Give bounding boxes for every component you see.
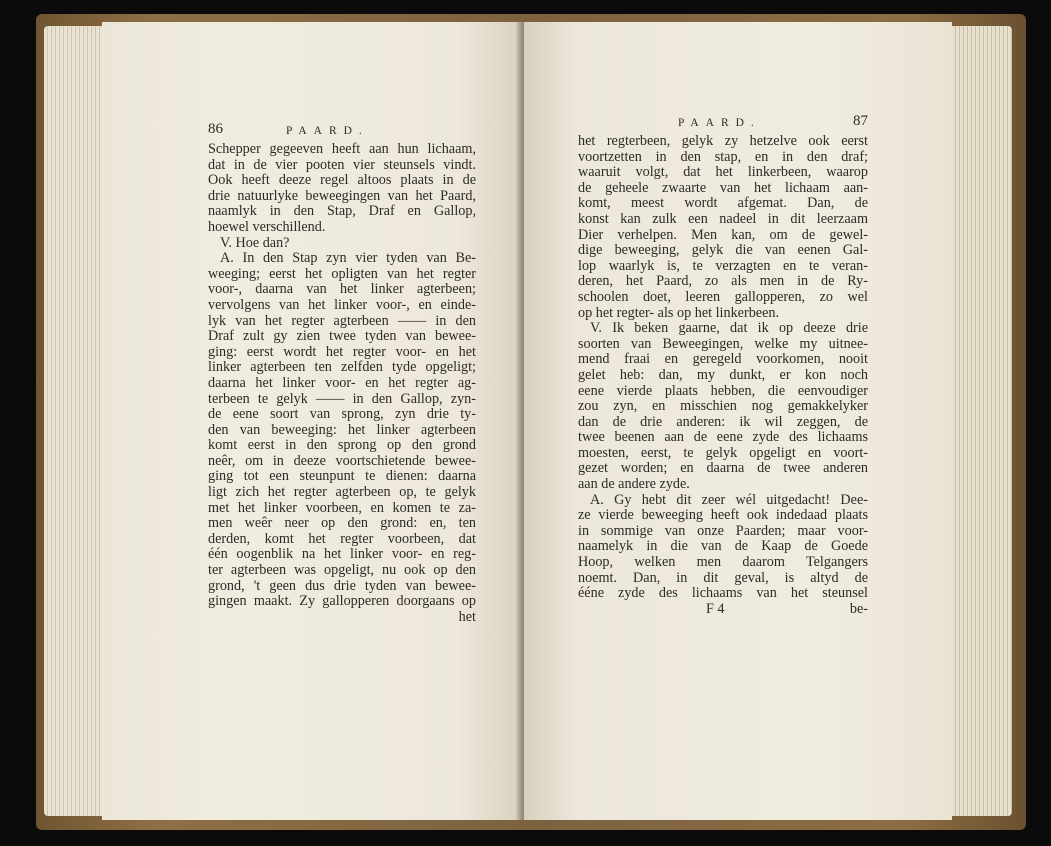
text-line: het regterbeen, gelyk zy hetzelve ook eerst (578, 133, 868, 149)
text-line: met het linker voorbeen, en komen te za- (208, 499, 476, 516)
text-line: eene vierde plaats hebben, die eenvoudiger (578, 382, 868, 399)
text-line: konst kan zulk een nadeel in dit leerzaam (578, 210, 868, 227)
left-page-text (208, 122, 476, 628)
text-line: V. Ik beken gaarne, dat ik op deeze drie (590, 320, 868, 337)
text-line: ging: eerst wordt het regter voor- en het (208, 343, 476, 360)
text-line: ging tot een steunpunt te dienen: daarna (208, 468, 476, 485)
text-line: Draf zult gy zien twee tyden van bewee- (208, 328, 476, 345)
text-line: de geheele zwaarte van het lichaam aan- (578, 179, 868, 196)
running-title: PAARD. (678, 117, 761, 129)
text-line: ééne zyde des lichaams van het steunsel (578, 585, 868, 602)
text-line: linker agterbeen ten zelfden tyde opgeligt; (208, 359, 476, 376)
left-page-edges (44, 26, 106, 816)
text-line: ze vierde beweeging heeft ook indedaad plaats (578, 507, 868, 524)
text-line: derden, komt het regter voorbeen, dat (208, 530, 476, 547)
text-line: gezet worden; en daarna de twee anderen (578, 460, 868, 477)
text-line: de eene soort van sprong, zyn drie ty- (208, 406, 476, 423)
text-line: Schepper gegeeven heeft aan hun lichaam, (208, 141, 476, 157)
text-line: mend fraai en geregeld voorkomen, nooit (578, 351, 868, 368)
text-line: soorten van Beweegingen, welke my uitnee- (578, 335, 868, 352)
text-line: twee beenen aan de eene zyde des lichaams (578, 429, 868, 446)
text-line: Ook heeft deeze regel altoos plaats in de (208, 172, 476, 189)
text-line: gelet heb: dan, my dunkt, er kon noch (578, 366, 868, 383)
text-line: naamelyk in die van de Kaap de Goede (578, 538, 868, 555)
text-line: zou zyn, en misschien nog gemakkelyker (578, 398, 868, 415)
text-line: noemt. Dan, in dit geval, is altyd de (578, 569, 868, 586)
text-line: ter agterbeen was opgeligt, nu ook op den (208, 562, 476, 579)
text-line: drie natuurlyke beweegingen van het Paard, (208, 187, 476, 204)
catchword: be- (849, 600, 868, 617)
text-line: Dier verhelpen. Men kan, om de gewel- (578, 226, 868, 243)
right-page-text (578, 114, 868, 620)
right-page-edges (948, 26, 1012, 816)
left-page-foot (208, 610, 476, 628)
text-line: A. In den Stap zyn vier tyden van Be- (220, 250, 476, 267)
text-line: moesten, eerst, te gelyk opgeligt en voort- (578, 444, 868, 461)
left-page (102, 22, 520, 820)
text-line: deren, het Paard, zo als men in de Ry- (578, 273, 868, 290)
page-number: 87 (853, 113, 868, 129)
right-running-head (578, 114, 868, 134)
text-line: dige beweeging, gelyk die van eenen Gal- (578, 242, 868, 259)
text-line: neêr, om in deeze voortschietende bewee- (208, 452, 476, 469)
text-line: daarna het linker voor- en het regter ag- (208, 374, 476, 391)
text-line: waaruit volgt, dat het linkerbeen, waarop (578, 164, 868, 181)
text-line: komt, meest wordt afgemat. Dan, de (578, 195, 868, 212)
text-line: lyk van het regter agterbeen —— in den (208, 312, 476, 329)
right-page-foot (578, 602, 868, 620)
text-line: grond, 't geen dus drie tyden van bewee- (208, 577, 476, 594)
text-line: Hoop, welken men daarom Telgangers (578, 554, 868, 571)
text-line: hoewel verschillend. (208, 218, 326, 235)
text-line: A. Gy hebt dit zeer wél uitgedacht! Dee- (590, 491, 868, 508)
text-line: voor-, daarna van het linker agterbeen; (208, 281, 476, 298)
text-line: dat in de vier pooten vier steunsels vindt. (208, 156, 476, 173)
text-line: dan de drie anderen: ik wil zeggen, de (578, 413, 868, 430)
text-line: naamlyk in den Stap, Draf en Gallop, (208, 203, 476, 220)
text-line: vervolgens van het linker voor-, en einde- (208, 296, 476, 313)
signature-mark: F 4 (706, 600, 725, 617)
page-number: 86 (208, 121, 223, 137)
text-line: V. Hoe dan? (220, 234, 290, 251)
text-line: den van beweeging: het linker agterbeen (208, 421, 476, 438)
text-line: voortzetten in den stap, en in den draf; (578, 148, 868, 165)
text-line: aan de andere zyde. (578, 476, 690, 493)
text-line: komt eerst in den sprong op den grond (208, 437, 476, 454)
catchword: het (458, 608, 476, 625)
text-line: terbeen te gelyk —— in den Gallop, zyn- (208, 390, 476, 407)
text-line: lop waarlyk is, te verzagten en te veran- (578, 257, 868, 274)
text-line: in sommige van onze Paarden; maar voor- (578, 522, 868, 539)
text-line: ligt zich het regter agterbeen op, te gelyk (208, 484, 476, 501)
left-running-head (208, 122, 476, 142)
text-line: men weêr neer op den grond: en, ten (208, 515, 476, 532)
text-line: schoolen doet, leeren gallopperen, zo wel (578, 288, 868, 305)
text-line: weeging; eerst het opligten van het regter (208, 265, 476, 282)
text-line: één oogenblik na het linker voor- en reg- (208, 546, 476, 563)
running-title: PAARD. (286, 125, 369, 137)
text-line: gingen maakt. Zy gallopperen doorgaans op (208, 593, 476, 610)
text-line: op het regter- als op het linkerbeen. (578, 304, 780, 321)
right-page (524, 22, 952, 820)
